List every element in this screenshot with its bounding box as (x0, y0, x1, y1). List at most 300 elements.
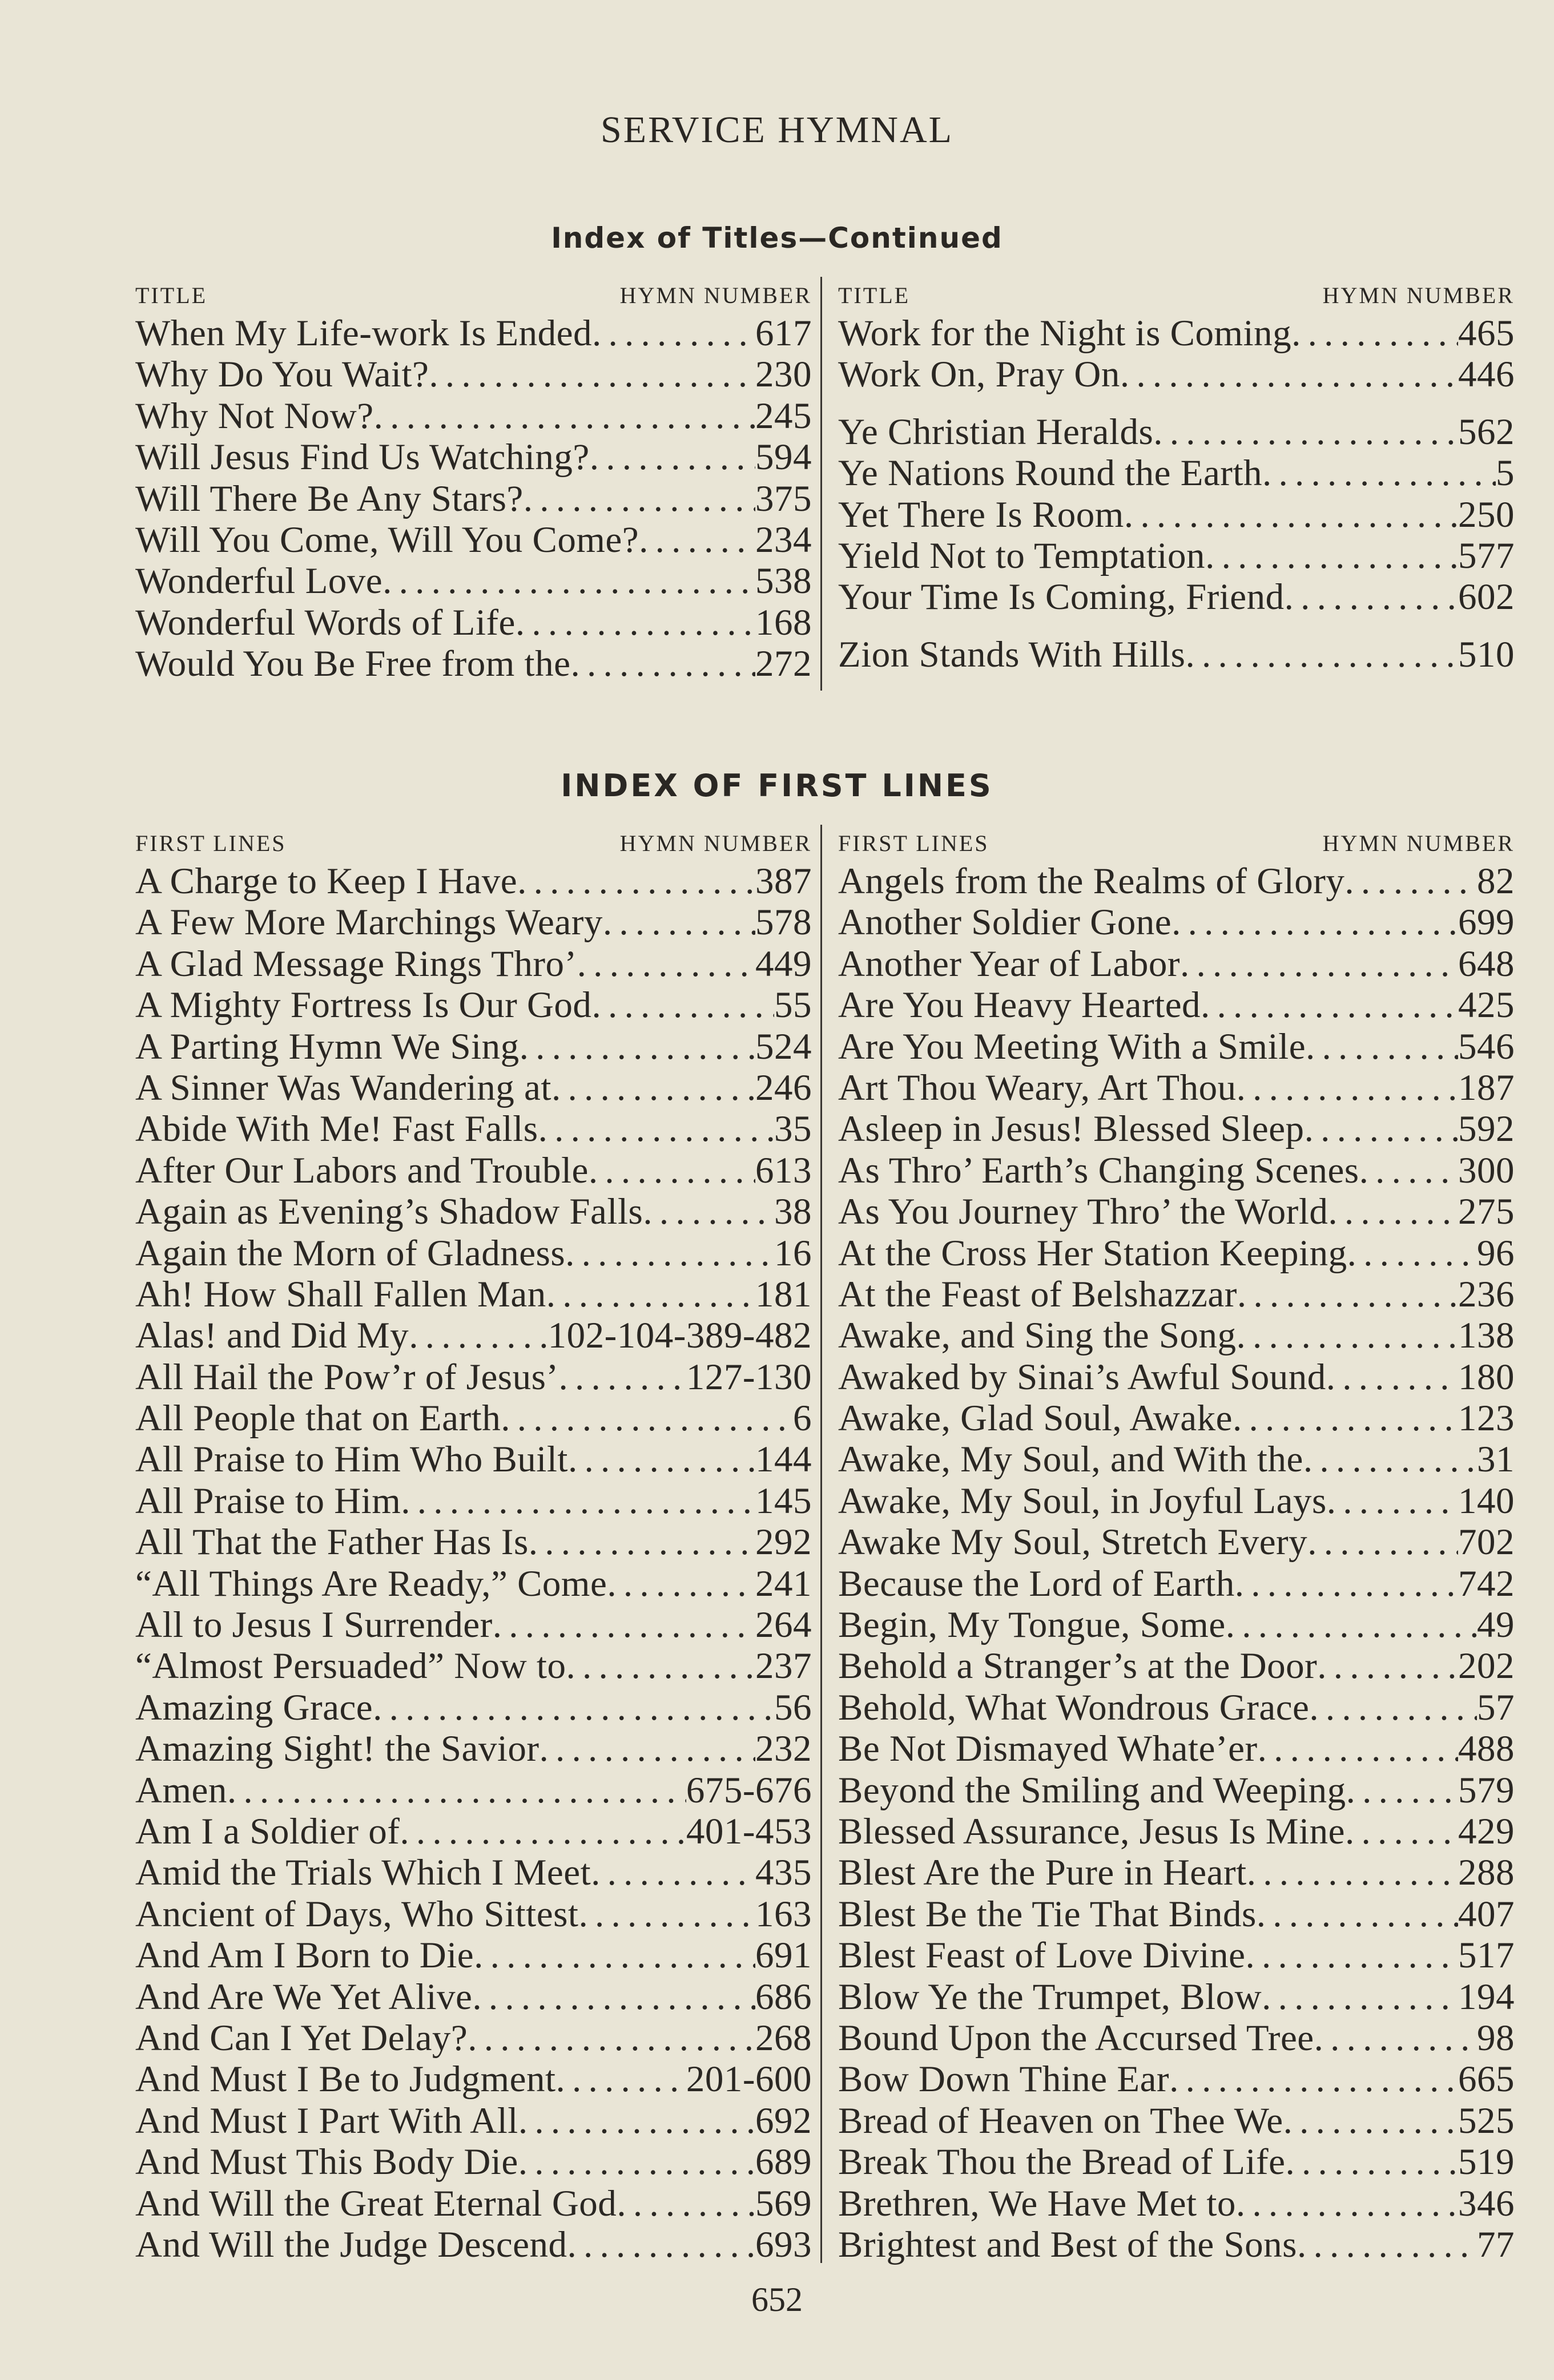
entry-hymn-number: 686 (755, 1976, 812, 2018)
dot-leader (1205, 535, 1458, 576)
dot-leader (429, 354, 755, 395)
index-entry (838, 1067, 1515, 1108)
dot-leader (1245, 1935, 1458, 1976)
entry-title: Another Year of Labor (838, 943, 1180, 985)
dot-leader (1317, 1645, 1458, 1687)
entry-hymn-number: 127-130 (686, 1356, 812, 1398)
entry-title: And Will the Judge Descend (135, 2224, 567, 2265)
entry-hymn-number: 245 (755, 395, 812, 437)
entry-hymn-number: 742 (1458, 1563, 1515, 1604)
index-entry (838, 1563, 1515, 1604)
dot-leader (474, 1935, 755, 1976)
dot-leader (374, 396, 755, 437)
index-entry (838, 1811, 1515, 1852)
dot-leader (468, 2018, 755, 2059)
entry-title: “Almost Persuaded” Now to (135, 1645, 566, 1687)
dot-leader (472, 1976, 755, 2018)
index-entry (135, 1894, 812, 1935)
entry-hymn-number: 96 (1477, 1232, 1515, 1274)
entry-title: Are You Meeting With a Smile (838, 1026, 1306, 1067)
dot-leader (570, 643, 755, 684)
index-entry (838, 1481, 1515, 1522)
dot-leader (1185, 634, 1458, 675)
entry-title: After Our Labors and Trouble (135, 1149, 589, 1191)
entry-hymn-number: 613 (755, 1149, 812, 1191)
index-entry (838, 2183, 1515, 2224)
dot-leader (383, 560, 755, 602)
index-entry (838, 494, 1515, 535)
index-entry (135, 1274, 812, 1315)
entry-hymn-number: 145 (755, 1480, 812, 1522)
index-entry (135, 861, 812, 902)
index-entry (135, 2100, 812, 2141)
dot-leader (1171, 902, 1458, 943)
entry-title: Am I a Soldier of (135, 1810, 400, 1852)
index-entry (135, 1522, 812, 1563)
entry-hymn-number: 163 (755, 1893, 812, 1935)
index-entry (838, 2059, 1515, 2100)
index-entry (838, 576, 1515, 618)
index-entry (135, 602, 812, 643)
dot-leader (1286, 2141, 1459, 2183)
index-entry (135, 2141, 812, 2183)
index-entry (838, 1976, 1515, 2018)
index-entry (135, 1935, 812, 1976)
entry-hymn-number: 446 (1458, 354, 1515, 396)
entry-hymn-number: 510 (1458, 634, 1515, 675)
entry-title: Another Soldier Gone (838, 902, 1172, 943)
dot-leader (516, 602, 755, 643)
index-entry (838, 1357, 1515, 1398)
dot-leader (1237, 1067, 1458, 1108)
entry-title: Asleep in Jesus! Blessed Sleep (838, 1108, 1305, 1150)
index-entry (135, 1481, 812, 1522)
entry-title: Will You Come, Will You Come? (135, 519, 639, 560)
entry-title: Blessed Assurance, Jesus Is Mine (838, 1810, 1345, 1852)
page-number: 652 (751, 2281, 803, 2318)
index-entry (838, 2141, 1515, 2183)
dot-leader (546, 1274, 755, 1315)
dot-leader (1345, 1811, 1458, 1852)
index-entry (838, 1150, 1515, 1191)
dot-leader (1344, 861, 1477, 902)
dot-leader (566, 1645, 755, 1687)
entry-hymn-number: 237 (755, 1645, 812, 1687)
dot-leader (1201, 985, 1458, 1026)
first-lines-left-column (135, 826, 812, 2265)
entry-title: Blest Feast of Love Divine (838, 1935, 1246, 1976)
dot-leader (1303, 1439, 1477, 1480)
entry-title: Awake, My Soul, in Joyful Lays (838, 1480, 1327, 1522)
index-entry (838, 1233, 1515, 1274)
entry-title: Beyond the Smiling and Weeping (838, 1769, 1346, 1811)
entry-title: Why Do You Wait? (135, 354, 429, 396)
index-entry (135, 902, 812, 943)
dot-leader (493, 1604, 755, 1645)
entry-title: Bound Upon the Accursed Tree (838, 2017, 1314, 2059)
index-entry (135, 1108, 812, 1149)
titles-index-left-column (135, 279, 812, 685)
index-entry (135, 560, 812, 602)
dot-leader (1258, 1728, 1458, 1769)
entry-hymn-number: 375 (755, 478, 812, 519)
entry-title: All People that on Earth (135, 1398, 501, 1439)
entry-title: Awake, Glad Soul, Awake (838, 1398, 1233, 1439)
entry-hymn-number: 232 (755, 1728, 812, 1770)
column-header (135, 826, 812, 861)
column-header-number: HYMN NUMBER (1322, 283, 1515, 308)
entry-hymn-number: 181 (755, 1273, 812, 1315)
entry-hymn-number: 592 (1458, 1108, 1515, 1150)
dot-leader (1285, 576, 1458, 618)
entry-hymn-number: 525 (1458, 2100, 1515, 2141)
entry-hymn-number: 689 (755, 2141, 812, 2183)
dot-leader (1247, 1852, 1458, 1893)
index-entry (135, 1645, 812, 1687)
index-entry (838, 1522, 1515, 1563)
index-entry (135, 2183, 812, 2224)
index-entry (838, 1935, 1515, 1976)
entry-title: Amen (135, 1769, 227, 1811)
index-entry (838, 985, 1515, 1026)
entry-hymn-number: 538 (755, 560, 812, 602)
entry-hymn-number: 346 (1458, 2183, 1515, 2224)
entry-title: At the Feast of Belshazzar (838, 1273, 1237, 1315)
entry-hymn-number: 517 (1458, 1935, 1515, 1976)
index-entry (838, 354, 1515, 395)
entry-hymn-number: 401-453 (686, 1810, 812, 1852)
entry-hymn-number: 562 (1458, 411, 1515, 453)
entry-hymn-number: 49 (1477, 1604, 1515, 1646)
dot-leader (551, 1067, 755, 1108)
dot-leader (578, 1894, 755, 1935)
entry-hymn-number: 6 (793, 1398, 812, 1439)
entry-hymn-number: 55 (774, 985, 812, 1026)
dot-leader (1347, 1233, 1477, 1274)
index-entry (838, 2224, 1515, 2265)
dot-leader (1359, 1150, 1458, 1191)
dot-leader (540, 1728, 755, 1769)
dot-leader (1124, 494, 1458, 535)
index-entry (838, 1687, 1515, 1728)
entry-title: And Must I Part With All (135, 2100, 518, 2141)
dot-leader (538, 1108, 774, 1149)
titles-index-right-column (838, 279, 1515, 675)
dot-leader (639, 519, 755, 560)
entry-title: Wonderful Words of Life (135, 602, 516, 643)
entry-hymn-number: 602 (1458, 576, 1515, 618)
entry-hymn-number: 180 (1458, 1356, 1515, 1398)
dot-leader (1262, 453, 1496, 494)
entry-title: Begin, My Tongue, Some (838, 1604, 1226, 1646)
entry-title: Are You Heavy Hearted (838, 985, 1201, 1026)
column-divider (820, 825, 822, 2263)
entry-hymn-number: 246 (755, 1067, 812, 1108)
entry-title: Yet There Is Room (838, 494, 1124, 535)
entry-title: And Am I Born to Die (135, 1935, 474, 1976)
dot-leader (591, 985, 774, 1026)
entry-title: As Thro’ Earth’s Changing Scenes (838, 1149, 1359, 1191)
dot-leader (589, 1150, 755, 1191)
index-entry (838, 943, 1515, 985)
index-entry (135, 1150, 812, 1191)
index-entry (135, 1811, 812, 1852)
column-header-title: TITLE (135, 283, 208, 308)
entry-title: All Hail the Pow’r of Jesus’ (135, 1356, 559, 1398)
entry-title: Bread of Heaven on Thee We (838, 2100, 1283, 2141)
index-entry (135, 1233, 812, 1274)
index-entry (838, 1852, 1515, 1893)
first-lines-index-heading: INDEX OF FIRST LINES (561, 768, 993, 804)
index-entry (135, 1191, 812, 1232)
entry-hymn-number: 102-104-389-482 (547, 1315, 812, 1357)
index-entry (135, 354, 812, 395)
entry-title: All Praise to Him Who Built (135, 1439, 568, 1481)
titles-index-heading: Index of Titles—Continued (551, 221, 1003, 255)
dot-leader (1120, 354, 1458, 395)
index-entry (838, 902, 1515, 943)
index-entry (838, 1604, 1515, 1645)
entry-title: Work for the Night is Coming (838, 313, 1292, 354)
index-entry (838, 861, 1515, 902)
index-entry (135, 2059, 812, 2100)
entry-title: All to Jesus I Surrender (135, 1604, 493, 1646)
index-entry (135, 313, 812, 354)
entry-title: Alas! and Did My (135, 1315, 409, 1357)
entry-title: As You Journey Thro’ the World (838, 1191, 1328, 1233)
dot-leader (567, 2224, 755, 2265)
dot-leader (1236, 1315, 1458, 1356)
dot-leader (1314, 2018, 1477, 2059)
index-entry (135, 1357, 812, 1398)
entry-hymn-number: 675-676 (686, 1769, 812, 1811)
entry-hymn-number: 429 (1458, 1810, 1515, 1852)
column-divider (820, 277, 822, 691)
entry-hymn-number: 702 (1458, 1522, 1515, 1563)
entry-hymn-number: 5 (1496, 453, 1515, 494)
index-entry (838, 1770, 1515, 1811)
index-entry (838, 1439, 1515, 1480)
dot-leader (1237, 1274, 1458, 1315)
entry-title: Zion Stands With Hills (838, 634, 1186, 675)
dot-leader (524, 478, 755, 519)
entry-hymn-number: 546 (1458, 1026, 1515, 1067)
entry-title: Will There Be Any Stars? (135, 478, 524, 519)
dot-leader (568, 1439, 755, 1480)
dot-leader (373, 1687, 774, 1728)
entry-hymn-number: 407 (1458, 1893, 1515, 1935)
dot-leader (565, 1233, 774, 1274)
entry-hymn-number: 577 (1458, 535, 1515, 576)
dot-leader (501, 1398, 793, 1439)
dot-leader (1346, 1770, 1458, 1811)
column-header-number: HYMN NUMBER (619, 830, 812, 856)
entry-hymn-number: 31 (1477, 1439, 1515, 1481)
index-entry (135, 1563, 812, 1604)
entry-title: Your Time Is Coming, Friend (838, 576, 1285, 618)
entry-title: Amazing Grace (135, 1687, 373, 1728)
index-entry (838, 2100, 1515, 2141)
entry-hymn-number: 272 (755, 643, 812, 685)
dot-leader (1307, 1522, 1458, 1563)
entry-hymn-number: 123 (1458, 1398, 1515, 1439)
entry-hymn-number: 288 (1458, 1852, 1515, 1894)
entry-hymn-number: 241 (755, 1563, 812, 1604)
dot-leader (1226, 1604, 1477, 1645)
entry-title: All That the Father Has Is (135, 1522, 529, 1563)
index-entry (838, 1894, 1515, 1935)
entry-hymn-number: 230 (755, 354, 812, 396)
index-entry (838, 2018, 1515, 2059)
entry-title: Blest Are the Pure in Heart (838, 1852, 1247, 1894)
entry-hymn-number: 519 (1458, 2141, 1515, 2183)
entry-title: Art Thou Weary, Art Thou (838, 1067, 1237, 1108)
dot-leader (520, 1026, 755, 1067)
entry-hymn-number: 387 (755, 861, 812, 902)
entry-hymn-number: 138 (1458, 1315, 1515, 1357)
entry-title: And Are We Yet Alive (135, 1976, 473, 2018)
dot-leader (1233, 1398, 1458, 1439)
dot-leader (603, 902, 755, 943)
entry-hymn-number: 692 (755, 2100, 812, 2141)
index-entry (135, 943, 812, 985)
index-entry (135, 2018, 812, 2059)
index-entry (135, 643, 812, 684)
entry-hymn-number: 168 (755, 602, 812, 643)
entry-title: A Parting Hymn We Sing (135, 1026, 520, 1067)
index-entry (135, 1315, 812, 1356)
entry-hymn-number: 699 (1458, 902, 1515, 943)
entry-hymn-number: 250 (1458, 494, 1515, 535)
entry-hymn-number: 488 (1458, 1728, 1515, 1770)
column-header-title: FIRST LINES (838, 830, 989, 856)
entry-title: Brightest and Best of the Sons (838, 2224, 1297, 2265)
index-entry (838, 412, 1515, 453)
entry-hymn-number: 144 (755, 1439, 812, 1481)
entry-hymn-number: 594 (755, 437, 812, 478)
entry-title: “All Things Are Ready,” Come (135, 1563, 607, 1604)
dot-leader (1257, 1894, 1458, 1935)
entry-title: And Can I Yet Delay? (135, 2017, 468, 2059)
entry-hymn-number: 578 (755, 902, 812, 943)
index-entry (838, 1728, 1515, 1769)
entry-title: And Will the Great Eternal God (135, 2183, 617, 2224)
entry-hymn-number: 236 (1458, 1273, 1515, 1315)
dot-leader (1291, 313, 1458, 354)
entry-hymn-number: 38 (774, 1191, 812, 1233)
entry-title: And Must I Be to Judgment (135, 2059, 556, 2100)
column-header-number: HYMN NUMBER (619, 283, 812, 308)
dot-leader (592, 313, 755, 354)
entry-title: A Few More Marchings Weary (135, 902, 603, 943)
index-entry (135, 985, 812, 1026)
entry-title: Ancient of Days, Who Sittest (135, 1893, 579, 1935)
dot-leader (1235, 1563, 1458, 1604)
index-entry (838, 1315, 1515, 1356)
index-entry (135, 1770, 812, 1811)
index-entry (838, 634, 1515, 675)
index-entry (838, 1645, 1515, 1687)
entry-hymn-number: 648 (1458, 943, 1515, 985)
dot-leader (591, 1852, 755, 1893)
dot-leader (1328, 1191, 1458, 1232)
entry-hymn-number: 569 (755, 2183, 812, 2224)
index-entry (135, 396, 812, 437)
index-entry (838, 1108, 1515, 1149)
entry-title: A Sinner Was Wandering at (135, 1067, 551, 1108)
index-entry (135, 1976, 812, 2018)
entry-hymn-number: 264 (755, 1604, 812, 1646)
index-entry (135, 519, 812, 560)
entry-hymn-number: 57 (1477, 1687, 1515, 1728)
dot-leader (590, 437, 755, 478)
dot-leader (401, 1481, 755, 1522)
dot-leader (409, 1315, 547, 1356)
entry-title: Amazing Sight! the Savior (135, 1728, 540, 1770)
entry-title: Angels from the Realms of Glory (838, 861, 1345, 902)
entry-hymn-number: 77 (1477, 2224, 1515, 2265)
column-header (838, 279, 1515, 313)
dot-leader (1297, 2224, 1477, 2265)
dot-leader (1169, 2059, 1458, 2100)
entry-title: Behold, What Wondrous Grace (838, 1687, 1310, 1728)
entry-title: Awake, My Soul, and With the (838, 1439, 1303, 1481)
entry-hymn-number: 465 (1458, 313, 1515, 354)
entry-title: Blest Be the Tie That Binds (838, 1893, 1257, 1935)
entry-hymn-number: 140 (1458, 1480, 1515, 1522)
index-entry (135, 1604, 812, 1645)
index-entry (838, 1398, 1515, 1439)
entry-hymn-number: 617 (755, 313, 812, 354)
entry-hymn-number: 234 (755, 519, 812, 560)
entry-hymn-number: 16 (774, 1232, 812, 1274)
entry-hymn-number: 56 (774, 1687, 812, 1728)
dot-leader (529, 1522, 755, 1563)
index-entry (135, 437, 812, 478)
dot-leader (1326, 1357, 1458, 1398)
column-header (135, 279, 812, 313)
entry-title: Work On, Pray On (838, 354, 1120, 396)
entry-title: Awake, and Sing the Song (838, 1315, 1237, 1357)
index-entry (838, 313, 1515, 354)
dot-leader (1180, 943, 1458, 985)
index-entry (135, 2224, 812, 2265)
entry-hymn-number: 268 (755, 2017, 812, 2059)
dot-leader (556, 2059, 686, 2100)
entry-hymn-number: 579 (1458, 1769, 1515, 1811)
entry-title: Blow Ye the Trumpet, Blow (838, 1976, 1262, 2018)
entry-title: Ah! How Shall Fallen Man (135, 1273, 546, 1315)
entry-hymn-number: 691 (755, 1935, 812, 1976)
entry-title: A Glad Message Rings Thro’ (135, 943, 577, 985)
index-entry (135, 1687, 812, 1728)
entry-title: At the Cross Her Station Keeping (838, 1232, 1347, 1274)
column-header-title: FIRST LINES (135, 830, 287, 856)
dot-leader (517, 861, 755, 902)
entry-title: A Mighty Fortress Is Our God (135, 985, 592, 1026)
column-header (838, 826, 1515, 861)
entry-title: Wonderful Love (135, 560, 383, 602)
entry-title: Again the Morn of Gladness (135, 1232, 566, 1274)
index-entry (838, 535, 1515, 576)
first-lines-right-column (838, 826, 1515, 2265)
dot-leader (577, 943, 755, 985)
entry-title: Again as Evening’s Shadow Falls (135, 1191, 643, 1233)
entry-title: Be Not Dismayed Whate’er (838, 1728, 1258, 1770)
dot-leader (1305, 1108, 1458, 1149)
index-entry (838, 1026, 1515, 1067)
dot-leader (518, 2141, 755, 2183)
